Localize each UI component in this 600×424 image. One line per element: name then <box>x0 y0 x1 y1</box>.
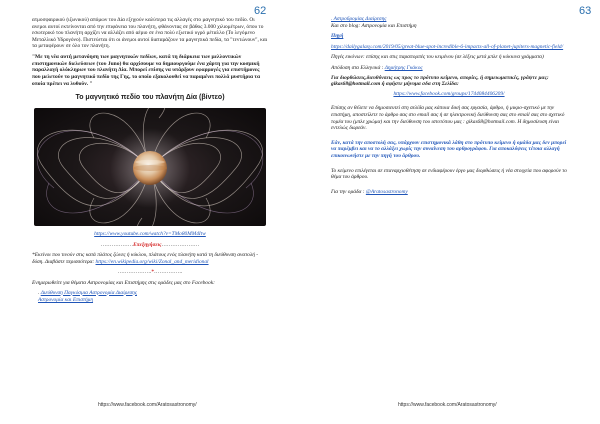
follow-links <box>38 290 268 304</box>
intro-text: ατμοσφαιρικού (ιζωνικού) απόμων του Δία εξηγούν καλύτερα τις αλλαγές στο μαγνητικό του πεδίο. Οι ανεμοι αυτοί εκτείνονται από την επιφάνεια του πλανήτη, φθάνοντας σε βάθος 3.000 χιλιομέτρων, όπου το εσωτερικό του πλανήτη αρχίζει να αλλάζει από αέριο σε ένα πολύ εξωτικό υγρό μέταλλο (Το λεγόμενο Μεταλλικό Υδρογόνο). Πιστεύεται ότι οι άνεμοι αυτοί διαταράζουν τα μαγνητικά πεδία, τα "τεντώνουν", και τα μεταφέρουν σε όλο τον πλανήτη. <box>32 17 268 50</box>
footer-left[interactable]: https://www.facebook.com/Aratosastronomy/ <box>98 402 197 408</box>
follow-link-astronomy-group[interactable]: Διεύθυνση Παγκόσμια Αστρονομία Διαίρεσης <box>40 289 137 296</box>
left-column <box>32 17 268 305</box>
video-title: Το μαγνητικό πεδίο του πλανήτη Δία (βίντεο) <box>75 94 225 102</box>
footer-right[interactable]: https://www.facebook.com/Aratosastronomy/ <box>398 402 497 408</box>
footnote <box>32 252 268 265</box>
follow-link-item: . Διεύθυνση Παγκόσμια Αστρονομία Διαίρεσης <box>38 289 137 296</box>
translator-prefix: Απόδοση στα Ελληνικά : <box>331 64 384 71</box>
page-number-left: 62 <box>254 5 267 17</box>
group-link[interactable]: @Aratosastronomy <box>365 188 408 195</box>
separator-dots-right: ………………… <box>161 241 200 248</box>
follow-link-science-group[interactable]: Αστρονομία και Επιστήμη <box>38 297 94 304</box>
separator-dots-left: ……………… <box>100 241 134 248</box>
video-thumbnail[interactable] <box>34 108 266 226</box>
video-link[interactable]: https://www.youtube.com/watch?v=TMo80MM4Itw <box>94 231 206 238</box>
star-marker: * <box>151 269 155 276</box>
separator-star <box>32 269 268 276</box>
source-url-row <box>331 44 567 51</box>
follow-text: Ενημερωθείτε για θέματα Αστρονομίας και Επιστήμης στις ομάδες μας στο Facebook: <box>32 280 215 287</box>
warning-paragraph: Εάν, κατά την αποστολή σας, υπάρχουν επιστημονικά λάθη στο πρότυπο κείμενο ή ομάδα μας δεν μπορεί να παρέμβει και να το αλλάξει χωρίς την συναίνεση του αρθρογράφου. Για αποκαλύψεις τέτοια αλλαγή επικοινωνήστε με την πηγή του άρθρου. <box>331 139 567 159</box>
footnote-text: *Εκείνοι που τινούν στις κατά πλάτος ζώνες ή κύκλου, πλάτους ενός πλανήτη κατά τη διεύθυνση ανατολή - δύση. Διαβάστε περισσότερα: <box>32 252 259 265</box>
follow-link-item <box>38 297 268 304</box>
top-links <box>331 16 567 29</box>
separator-explanations <box>32 242 268 249</box>
magnetic-field-illustration <box>34 108 266 226</box>
intro-paragraph <box>32 17 268 50</box>
top-link-1[interactable]: . Αστρο6ρομίας Διαίρεσης <box>331 16 387 22</box>
translator-row <box>331 65 567 72</box>
source-label[interactable]: Πηγή <box>331 33 344 40</box>
right-column <box>331 16 567 198</box>
explanations-label: Επεξηγήσεις <box>133 241 162 248</box>
correction-paragraph: Για διορθώσεις,διευθύνσεις ως προς το πρότυπο κείμενο, απορίες, ή σημειωματικές, γράψτε μας: gikas68@hotmail.com ή αφήστε μήνυμα σδα στη Σελίδα: <box>331 74 549 88</box>
video-link-row <box>32 231 268 238</box>
page-number-right: 63 <box>579 5 592 17</box>
top-link-2[interactable]: Και στο blog: Αστρονομία και Επιστήμη <box>331 22 417 29</box>
translator-name[interactable]: Δημήτρης Γκάκος <box>384 64 423 71</box>
group-prefix: Για την ομάδα : <box>331 188 365 195</box>
note-paragraph: Επίσης αν θέλετε να δημοσιευτεί στη σελίδα μας κάποια δική σας εργασία, άρθρο, ή μικρο-σχετικό με την επιστήμη, αποστείλετε το άρθρο σας στο email σας ή σε ηλεκτρονική διεύθυνση σας στο email σας στο σχετικό τομέα του (μπλε χρώμα) και την διεύθυνση του ιστοτόπου μας : gikas68@hotmail.com. Η δημοσίευση είναι εντελώς δωρεάν. <box>331 105 565 132</box>
separator-dots-left: ………………. <box>117 269 152 276</box>
source-note: Πηγές εικόνων: επίσης και στις παραπομπές του κειμένου (σε λέξεις μετά μπλε ή κόκκινα γράμματα) <box>331 54 544 61</box>
source-heading <box>331 33 567 40</box>
facebook-group-link[interactable]: https://www.facebook.com/groups/1744084406209/ <box>393 90 505 97</box>
right-page <box>300 0 600 424</box>
quote-paragraph: "Με τη νέα αυτή μετανόηση των μαγνητικών πεδίων, κατά τη διάρκεια των μελλοντικών επιστημονικών διελεύσεων (του Juno) θα αρχίσουμε να δημιουργούμε ένα χάρτη για την κοσμική παραλλαγή ολόκληρων του πλανήτη Δία. Μπορεί επίσης να υπάρξουν εφαρμογές για επιστήμονες που μελετούν το μαγνητικό πεδίο της Γης, το οποίο εξακολουθεί να παραμένει πολλά μυστήρια τα οποία πρέπει να λυθούν. " <box>32 53 261 87</box>
footnote-link[interactable]: https://en.wikipedia.org/wiki/Zonal_and_meridional <box>95 258 209 265</box>
source-url[interactable]: https://dailygalaxy.com/2019/05/great-blue-spot-incredible-6-impacts-all-of-planet-jupiters-magnetic-field/ <box>331 43 564 50</box>
thanks-paragraph: Το κείμενο επιλέγεται σε επαναρχιοθέτηση σε ενδιαφέρουν έργο μας διορθώσεις ή νέα στοιχεία που αφορούν το θέμα του άρθρου. <box>331 167 567 181</box>
facebook-group-row <box>331 91 567 98</box>
group-row <box>331 189 567 196</box>
separator-dots-right: ……………. <box>154 269 183 276</box>
